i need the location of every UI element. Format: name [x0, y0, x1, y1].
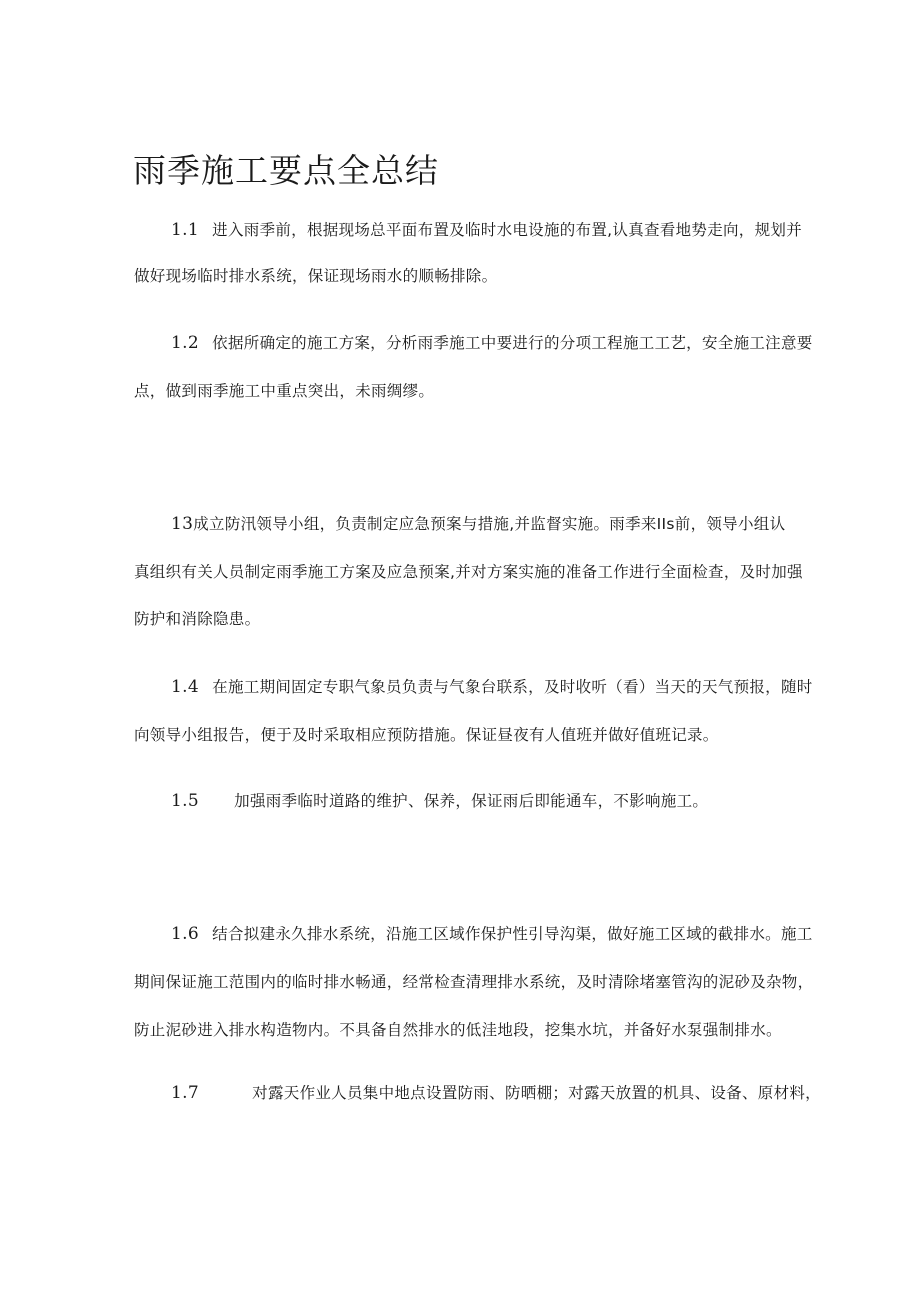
item-1-3-line-3: 防护和消除隐患。 [134, 610, 261, 628]
item-1-4-line-1 [171, 677, 813, 697]
item-number: 1.2 [171, 333, 199, 353]
item-1-2-line-2: 点，做到雨季施工中重点突出，未雨绸缪。 [134, 382, 435, 400]
item-number: 1.7 [171, 1083, 199, 1103]
item-1-5-line-1 [171, 791, 708, 811]
item-1-1-line-1 [171, 220, 802, 240]
item-1-6-line-1 [171, 924, 813, 944]
item-1-3-line-1 [171, 514, 785, 534]
item-text: 对露天作业人员集中地点设置防雨、防晒棚；对露天放置的机具、设备、原材料， [252, 1084, 821, 1102]
item-number: 1.1 [171, 220, 199, 240]
item-number: 1.4 [171, 677, 199, 697]
item-1-3-line-2: 真组织有关人员制定雨季施工方案及应急预案,并对方案实施的准备工作进行全面检查，及时加强 [134, 563, 803, 581]
item-text: 成立防汛领导小组，负责制定应急预案与措施,并监督实施。雨季来IIs前，领导小组认 [193, 515, 786, 533]
item-1-1-line-2: 做好现场临时排水系统，保证现场雨水的顺畅排除。 [134, 267, 498, 285]
item-1-6-line-3: 防止泥砂进入排水构造物内。不具备自然排水的低洼地段，挖集水坑，并备好水泵强制排水。 [134, 1021, 782, 1039]
document-title: 雨季施工要点全总结 [133, 151, 439, 191]
item-1-2-line-1 [171, 333, 813, 353]
item-1-6-line-2: 期间保证施工范围内的临时排水畅通，经常检查清理排水系统，及时清除堵塞管沟的泥砂及杂物， [134, 973, 814, 991]
item-number: 13 [171, 514, 194, 534]
item-text: 进入雨季前，根据现场总平面布置及临时水电设施的布置,认真查看地势走向，规划并 [212, 221, 803, 239]
item-number: 1.5 [171, 791, 199, 811]
item-text: 结合拟建永久排水系统，沿施工区域作保护性引导沟渠，做好施工区域的截排水。施工 [212, 925, 813, 943]
item-1-4-line-2: 向领导小组报告，便于及时采取相应预防措施。保证昼夜有人值班并做好值班记录。 [134, 726, 719, 744]
item-number: 1.6 [171, 924, 199, 944]
item-text: 依据所确定的施工方案，分析雨季施工中要进行的分项工程施工工艺，安全施工注意要 [212, 334, 813, 352]
item-text: 在施工期间固定专职气象员负责与气象台联系，及时收听（看）当天的天气预报，随时 [212, 678, 813, 696]
item-text: 加强雨季临时道路的维护、保养，保证雨后即能通车，不影响施工。 [234, 792, 709, 810]
item-1-7-line-1 [171, 1083, 821, 1103]
